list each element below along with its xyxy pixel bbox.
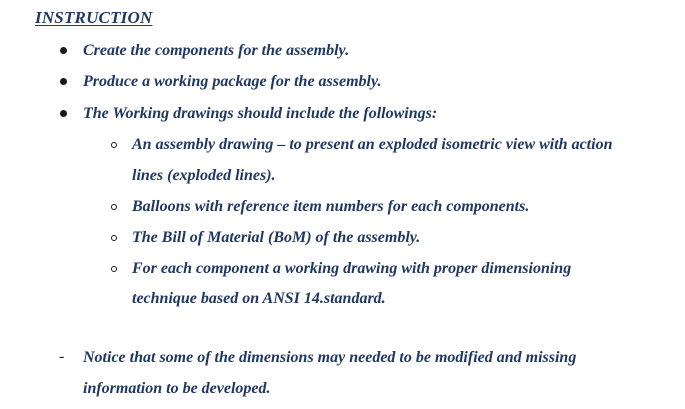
notice-dash-marker: -	[59, 348, 65, 365]
bullet-dot	[60, 47, 67, 54]
bullet-item-produce: Produce a working package for the assembly.	[83, 73, 382, 90]
bullet-dot	[60, 78, 67, 85]
sub-bullet-circle	[111, 142, 117, 148]
notice-text: Notice that some of the dimensions may needed to be modified and missing	[83, 349, 577, 366]
sub-item-balloons: Balloons with reference item numbers for each components.	[132, 198, 530, 215]
notice-text-cont: information to be developed.	[83, 380, 271, 397]
sub-bullet-circle	[111, 266, 117, 272]
bullet-item-create: Create the components for the assembly.	[83, 42, 350, 59]
sub-item-assembly-drawing-cont: lines (exploded lines).	[132, 167, 276, 184]
instruction-heading: INSTRUCTION	[35, 8, 153, 27]
sub-item-bom: The Bill of Material (BoM) of the assembly.	[132, 229, 421, 246]
sub-item-component-drawing-cont: technique based on ANSI 14.standard.	[132, 290, 386, 307]
bullet-dot	[60, 110, 67, 117]
bullet-item-working-drawings: The Working drawings should include the followings:	[83, 105, 438, 122]
sub-bullet-circle	[111, 235, 117, 241]
sub-item-assembly-drawing: An assembly drawing – to present an exploded isometric view with action	[132, 136, 613, 153]
sub-bullet-circle	[111, 204, 117, 210]
sub-item-component-drawing: For each component a working drawing with proper dimensioning	[132, 260, 572, 277]
